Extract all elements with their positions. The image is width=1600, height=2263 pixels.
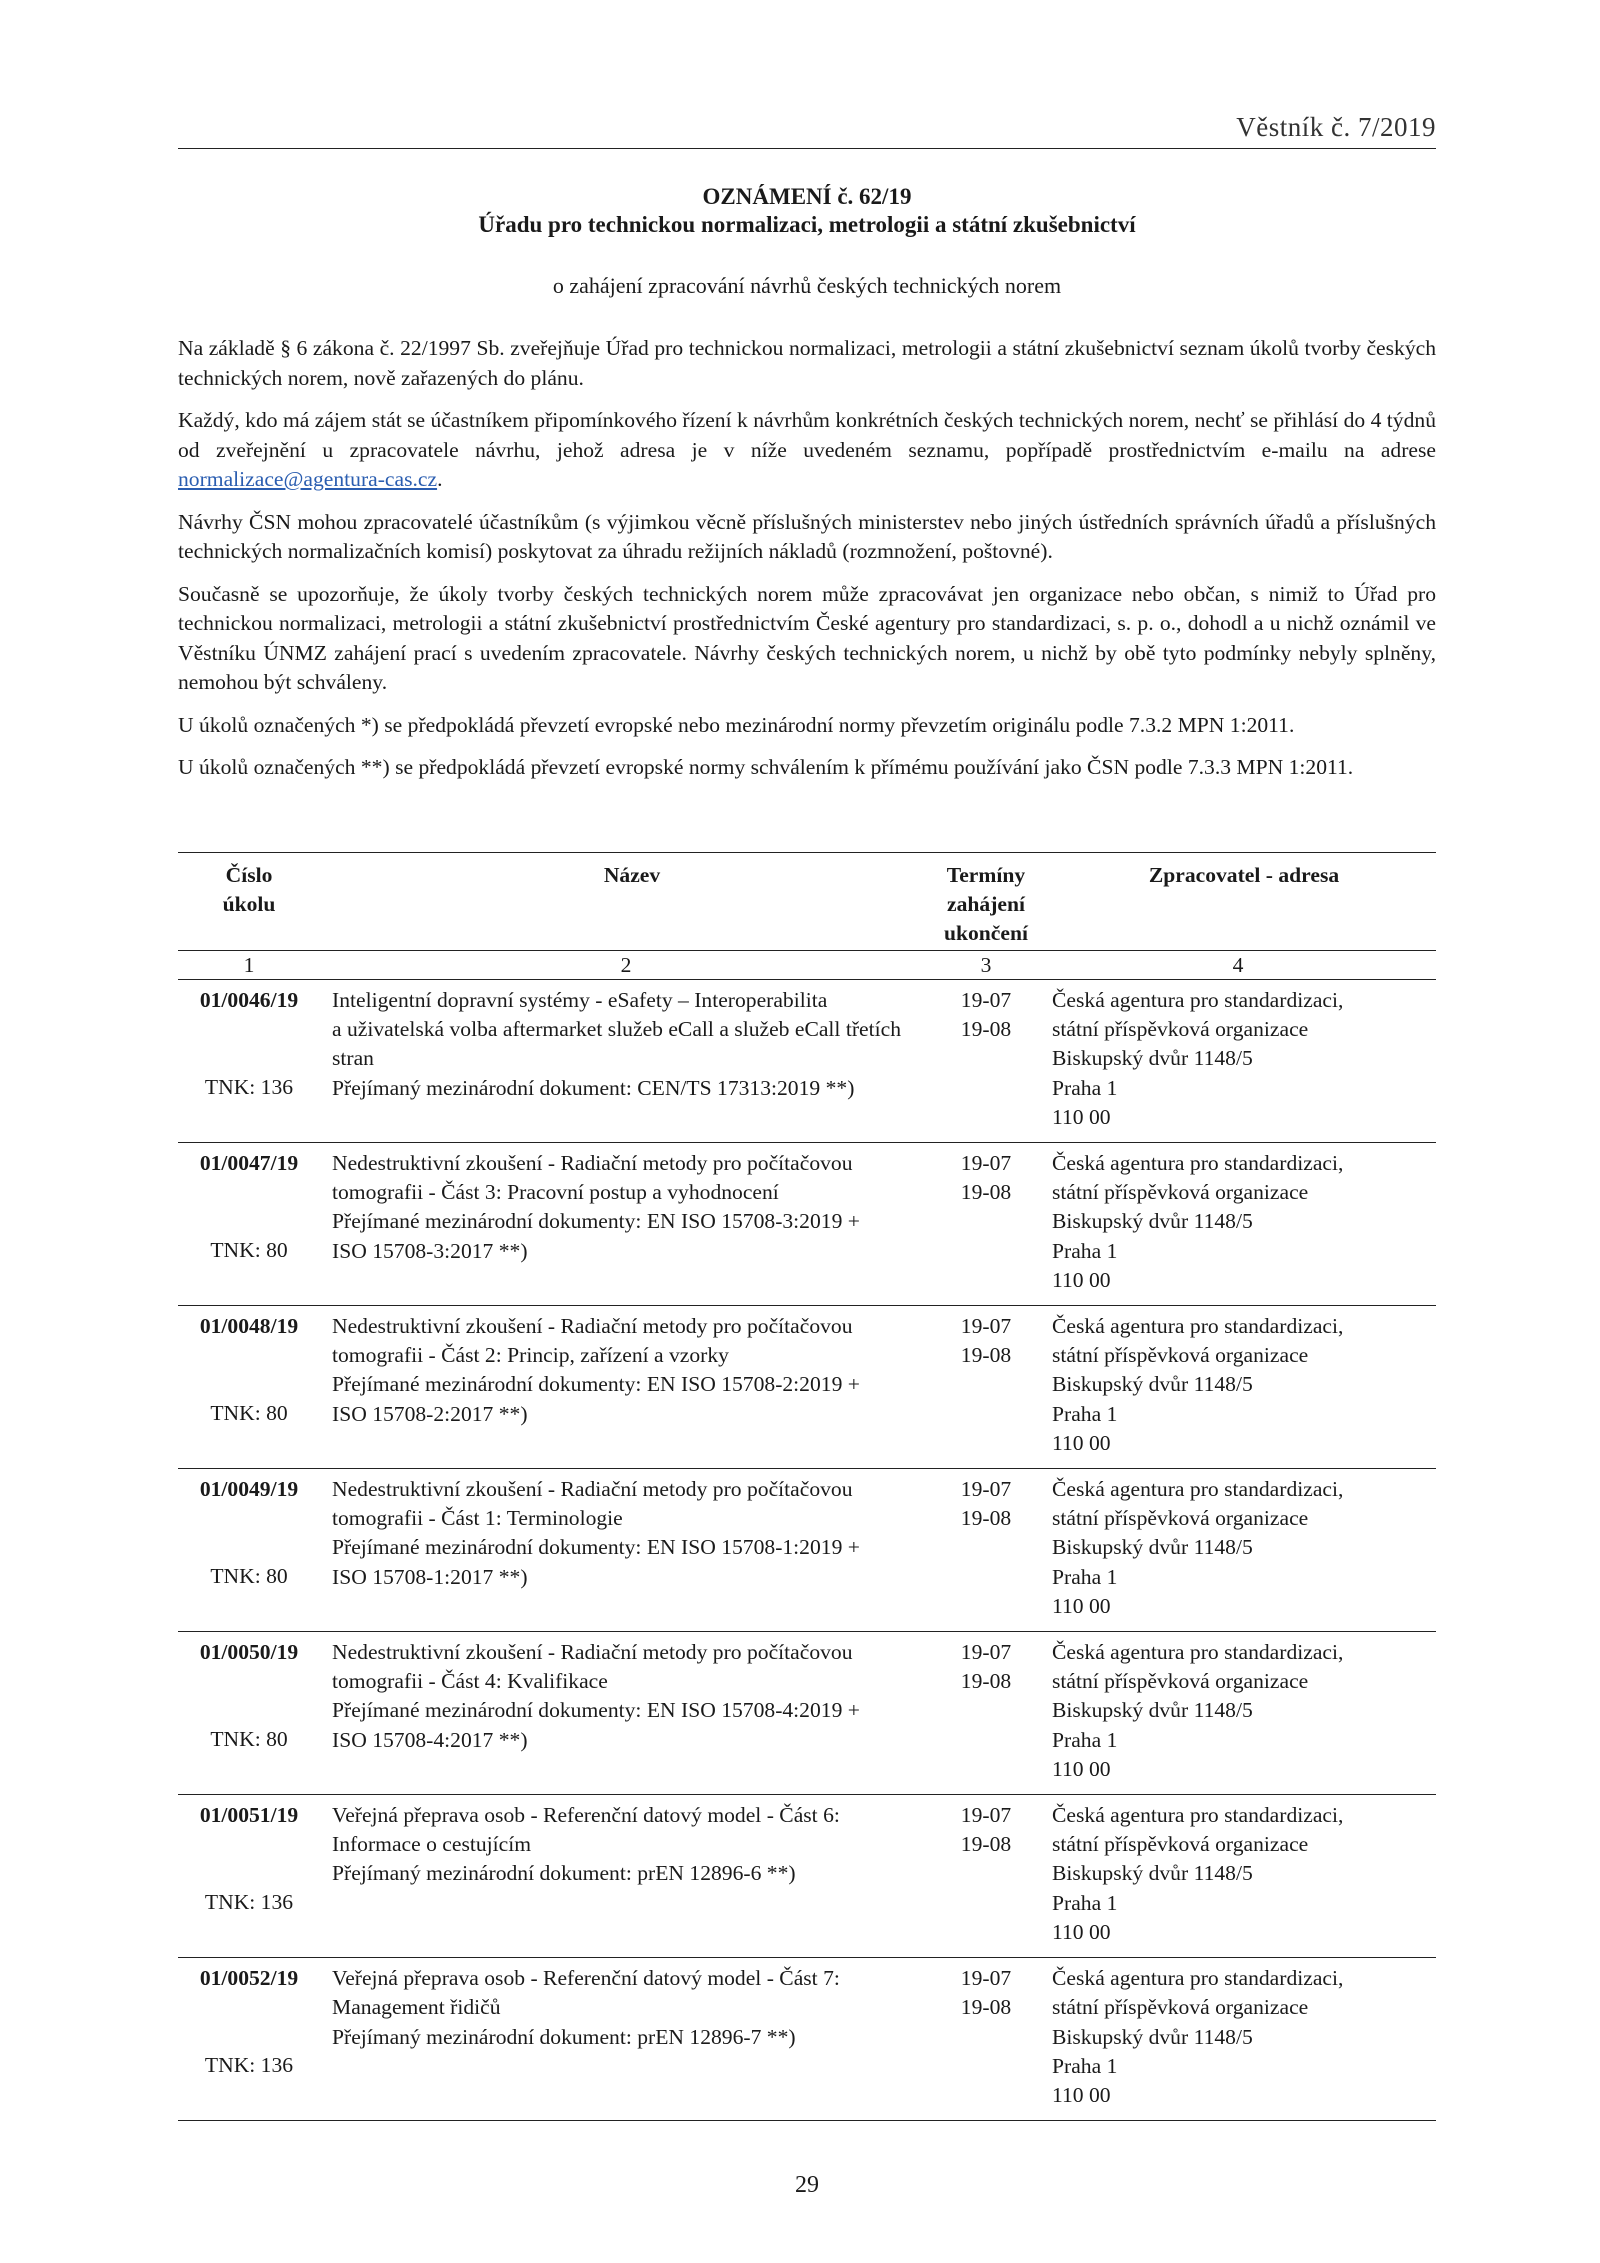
table-row: [178, 1469, 1436, 1632]
processor-address-cell: [1040, 1958, 1436, 2121]
start-date: 19-07: [960, 1314, 1012, 1339]
task-number-cell: [178, 1795, 320, 1958]
address-line: 110 00: [1052, 1267, 1111, 1292]
table-row: [178, 1958, 1436, 2121]
paragraph-note-single-star: U úkolů označených *) se předpokládá převzetí evropské nebo mezinárodní normy převzetím originálu podle 7.3.2 MPN 1:2011.: [178, 712, 1295, 737]
task-name-line: Přejímané mezinárodní dokumenty: EN ISO 15708-4:2019 +: [332, 1698, 860, 1723]
task-name-line: Nedestruktivní zkoušení - Radiační metody pro počítačovou: [332, 1151, 853, 1176]
start-date: 19-07: [960, 988, 1012, 1012]
table-row: [178, 1632, 1436, 1795]
task-dates-cell: [932, 1143, 1040, 1306]
task-name-line: stran: [332, 1046, 374, 1071]
task-name-line: tomografii - Část 2: Princip, zařízení a vzorky: [332, 1343, 729, 1368]
task-name-cell: [320, 980, 932, 1143]
task-name-line: tomografii - Část 1: Terminologie: [332, 1506, 623, 1531]
task-name-line: ISO 15708-4:2017 **): [332, 1727, 528, 1752]
announcement-subject: o zahájení zpracování návrhů českých technických norem: [552, 273, 1062, 298]
task-name-line: Nedestruktivní zkoušení - Radiační metody pro počítačovou: [332, 1314, 853, 1339]
address-line: státní příspěvková organizace: [1052, 1017, 1309, 1042]
processor-address-cell: [1040, 1143, 1436, 1306]
task-name-line: Přejímané mezinárodní dokumenty: EN ISO 15708-2:2019 +: [332, 1372, 860, 1397]
task-number-cell: [178, 1306, 320, 1469]
end-date: 19-08: [960, 1995, 1012, 2020]
end-date: 19-08: [960, 1669, 1012, 1694]
end-date: 19-08: [960, 1506, 1012, 1531]
announcement-body: [178, 334, 1436, 796]
address-line: Česká agentura pro standardizaci,: [1052, 1640, 1344, 1665]
task-id: 01/0049/19: [199, 1477, 299, 1502]
paragraph-comment-procedure: [178, 406, 1436, 495]
task-id: 01/0046/19: [199, 988, 299, 1012]
address-line: Česká agentura pro standardizaci,: [1052, 1966, 1344, 1991]
task-name-line: Veřejná přeprava osob - Referenční datový model - Část 6:: [332, 1803, 840, 1828]
address-line: státní příspěvková organizace: [1052, 1180, 1309, 1205]
column-header-processor: [1040, 853, 1436, 951]
start-date: 19-07: [960, 1803, 1012, 1828]
paragraph-text: .: [437, 467, 443, 491]
tnk-label: TNK: 80: [210, 1238, 288, 1263]
address-line: Biskupský dvůr 1148/5: [1052, 1861, 1253, 1886]
task-name-cell: [320, 1469, 932, 1632]
tnk-label: TNK: 136: [204, 1075, 294, 1100]
task-dates-cell: [932, 1795, 1040, 1958]
task-name-line: Přejímaný mezinárodní dokument: CEN/TS 17313:2019 **): [332, 1075, 855, 1100]
column-header-name: [320, 853, 932, 951]
task-dates-cell: [932, 980, 1040, 1143]
task-number-cell: [178, 1958, 320, 2121]
address-line: Praha 1: [1052, 2053, 1118, 2078]
task-name-cell: [320, 1632, 932, 1795]
task-name-line: Informace o cestujícím: [332, 1832, 532, 1857]
task-name-line: Přejímané mezinárodní dokumenty: EN ISO 15708-1:2019 +: [332, 1535, 860, 1560]
address-line: Biskupský dvůr 1148/5: [1052, 1698, 1253, 1723]
column-number: 2: [320, 951, 932, 980]
table-row: [178, 1143, 1436, 1306]
task-name-cell: [320, 1143, 932, 1306]
tnk-label: TNK: 80: [210, 1727, 288, 1752]
paragraph-text: Každý, kdo má zájem stát se účastníkem připomínkového řízení k návrhům konkrétních českých technických norem, nechť se přihlásí do 4 týdnů od zveřejnění u zpracovatele návrhu, jehož adresa je v níže uvedeném seznamu, popřípadě prostřednictvím e-mailu na adrese: [178, 408, 1436, 462]
header-text: Zpracovatel - adresa: [1148, 863, 1340, 887]
address-line: Česká agentura pro standardizaci,: [1052, 1151, 1344, 1176]
tnk-label: TNK: 136: [204, 2053, 294, 2078]
header-text: Název: [603, 863, 661, 887]
processor-address-cell: [1040, 1795, 1436, 1958]
start-date: 19-07: [960, 1477, 1012, 1502]
task-name-line: Nedestruktivní zkoušení - Radiační metody pro počítačovou: [332, 1477, 853, 1502]
address-line: státní příspěvková organizace: [1052, 1995, 1309, 2020]
task-name-line: tomografii - Část 4: Kvalifikace: [332, 1669, 608, 1694]
address-line: Česká agentura pro standardizaci,: [1052, 1803, 1344, 1828]
table-row: [178, 1306, 1436, 1469]
header-text: Číslo: [225, 863, 273, 887]
column-number: 1: [178, 951, 320, 980]
task-name-line: Veřejná přeprava osob - Referenční datový model - Část 7:: [332, 1966, 840, 1991]
task-name-line: Přejímaný mezinárodní dokument: prEN 12896-6 **): [332, 1861, 796, 1886]
task-name-line: Přejímaný mezinárodní dokument: prEN 12896-7 **): [332, 2024, 796, 2049]
header-text: Termíny: [946, 863, 1026, 887]
table-row: [178, 980, 1436, 1143]
processor-address-cell: [1040, 980, 1436, 1143]
address-line: Praha 1: [1052, 1238, 1118, 1263]
processor-address-cell: [1040, 1632, 1436, 1795]
paragraph-conditions: Současně se upozorňuje, že úkoly tvorby českých technických norem může zpracovávat jen organizace nebo občan, s nimiž to Úřad pro technickou normalizaci, metrologii a státní zkušebnictví prostřednictvím České agentury pro standardizaci, s. p. o., dohodl a u nichž oznámil ve Věstníku ÚNMZ zahájení prací s uvedením zpracovatele. Návrhy českých technických norem, u nichž by obě tyto podmínky nebyly splněny, nemohou být schváleny.: [178, 581, 1436, 694]
task-dates-cell: [932, 1632, 1040, 1795]
address-line: 110 00: [1052, 1919, 1111, 1944]
task-number-cell: [178, 980, 320, 1143]
table-body: [178, 980, 1436, 2121]
task-name-line: Nedestruktivní zkoušení - Radiační metody pro počítačovou: [332, 1640, 853, 1665]
task-id: 01/0052/19: [199, 1966, 299, 1991]
task-number-cell: [178, 1469, 320, 1632]
address-line: Biskupský dvůr 1148/5: [1052, 2024, 1253, 2049]
address-line: Praha 1: [1052, 1564, 1118, 1589]
task-name-cell: [320, 1306, 932, 1469]
header-text: ukončení: [943, 921, 1028, 945]
end-date: 19-08: [960, 1017, 1012, 1042]
processor-address-cell: [1040, 1469, 1436, 1632]
end-date: 19-08: [960, 1343, 1012, 1368]
task-name-line: Management řidičů: [332, 1995, 501, 2020]
address-line: státní příspěvková organizace: [1052, 1343, 1309, 1368]
task-number-cell: [178, 1632, 320, 1795]
header-text: zahájení: [947, 892, 1025, 916]
table-row: [178, 1795, 1436, 1958]
task-id: 01/0048/19: [199, 1314, 299, 1339]
tnk-label: TNK: 136: [204, 1890, 294, 1915]
tnk-label: TNK: 80: [210, 1564, 288, 1589]
column-header-dates: [932, 853, 1040, 951]
table-header-row: [178, 853, 1436, 951]
start-date: 19-07: [960, 1151, 1012, 1176]
paragraph-legal-basis: Na základě § 6 zákona č. 22/1997 Sb. zveřejňuje Úřad pro technickou normalizaci, metrologii a státní zkušebnictví seznam úkolů tvorby českých technických norem, nově zařazených do plánu.: [178, 336, 1436, 390]
task-dates-cell: [932, 1958, 1040, 2121]
task-name-line: a uživatelská volba aftermarket služeb eCall a služeb eCall třetích: [332, 1017, 901, 1042]
address-line: Praha 1: [1052, 1075, 1118, 1100]
address-line: 110 00: [1052, 1756, 1111, 1781]
end-date: 19-08: [960, 1832, 1012, 1857]
address-line: Praha 1: [1052, 1890, 1118, 1915]
page-number: 29: [795, 2172, 819, 2198]
task-id: 01/0050/19: [199, 1640, 299, 1665]
announcement-title: OZNÁMENÍ č. 62/19: [702, 184, 912, 209]
task-dates-cell: [932, 1469, 1040, 1632]
paragraph-fees: Návrhy ČSN mohou zpracovatelé účastníkům (s výjimkou věcně příslušných ministerstev nebo jiných ústředních správních úřadů a příslušných technických normalizačních komisí) poskytovat za úhradu režijních nákladů (rozmnožení, poštovné).: [178, 509, 1436, 563]
header-text: úkolu: [222, 892, 276, 916]
task-name-line: ISO 15708-1:2017 **): [332, 1564, 528, 1589]
task-id: 01/0051/19: [199, 1803, 299, 1828]
start-date: 19-07: [960, 1966, 1012, 1991]
address-line: Česká agentura pro standardizaci,: [1052, 1477, 1344, 1502]
column-header-task-number: [178, 853, 320, 951]
task-number-cell: [178, 1143, 320, 1306]
column-number: 3: [932, 951, 1040, 980]
address-line: 110 00: [1052, 1593, 1111, 1618]
column-number: 4: [1040, 951, 1436, 980]
task-name-line: tomografii - Část 3: Pracovní postup a vyhodnocení: [332, 1180, 779, 1205]
start-date: 19-07: [960, 1640, 1012, 1665]
task-name-line: Inteligentní dopravní systémy - eSafety – Interoperabilita: [332, 988, 828, 1012]
tasks-table: [178, 852, 1436, 2121]
address-line: Biskupský dvůr 1148/5: [1052, 1535, 1253, 1560]
address-line: státní příspěvková organizace: [1052, 1506, 1309, 1531]
issuing-authority: Úřadu pro technickou normalizaci, metrologii a státní zkušebnictví: [478, 212, 1136, 237]
address-line: státní příspěvková organizace: [1052, 1832, 1309, 1857]
processor-address-cell: [1040, 1306, 1436, 1469]
address-line: Česká agentura pro standardizaci,: [1052, 1314, 1344, 1339]
address-line: 110 00: [1052, 1104, 1111, 1129]
address-line: Biskupský dvůr 1148/5: [1052, 1372, 1253, 1397]
email-link[interactable]: normalizace@agentura-cas.cz: [178, 467, 438, 491]
address-line: Praha 1: [1052, 1401, 1118, 1426]
page-header: [178, 112, 1436, 149]
task-name-line: Přejímané mezinárodní dokumenty: EN ISO 15708-3:2019 +: [332, 1209, 860, 1234]
address-line: Česká agentura pro standardizaci,: [1052, 988, 1344, 1012]
task-name-cell: [320, 1795, 932, 1958]
paragraph-note-double-star: U úkolů označených **) se předpokládá převzetí evropské normy schválením k přímému používání jako ČSN podle 7.3.3 MPN 1:2011.: [178, 755, 1354, 779]
task-name-cell: [320, 1958, 932, 2121]
task-id: 01/0047/19: [199, 1151, 299, 1176]
address-line: Biskupský dvůr 1148/5: [1052, 1209, 1253, 1234]
task-dates-cell: [932, 1306, 1040, 1469]
address-line: Biskupský dvůr 1148/5: [1052, 1046, 1253, 1071]
address-line: 110 00: [1052, 1430, 1111, 1455]
address-line: 110 00: [1052, 2082, 1111, 2107]
end-date: 19-08: [960, 1180, 1012, 1205]
task-name-line: ISO 15708-2:2017 **): [332, 1401, 528, 1426]
journal-issue: Věstník č. 7/2019: [1236, 112, 1436, 142]
task-name-line: ISO 15708-3:2017 **): [332, 1238, 528, 1263]
address-line: státní příspěvková organizace: [1052, 1669, 1309, 1694]
column-number-row: [178, 951, 1436, 980]
address-line: Praha 1: [1052, 1727, 1118, 1752]
tnk-label: TNK: 80: [210, 1401, 288, 1426]
